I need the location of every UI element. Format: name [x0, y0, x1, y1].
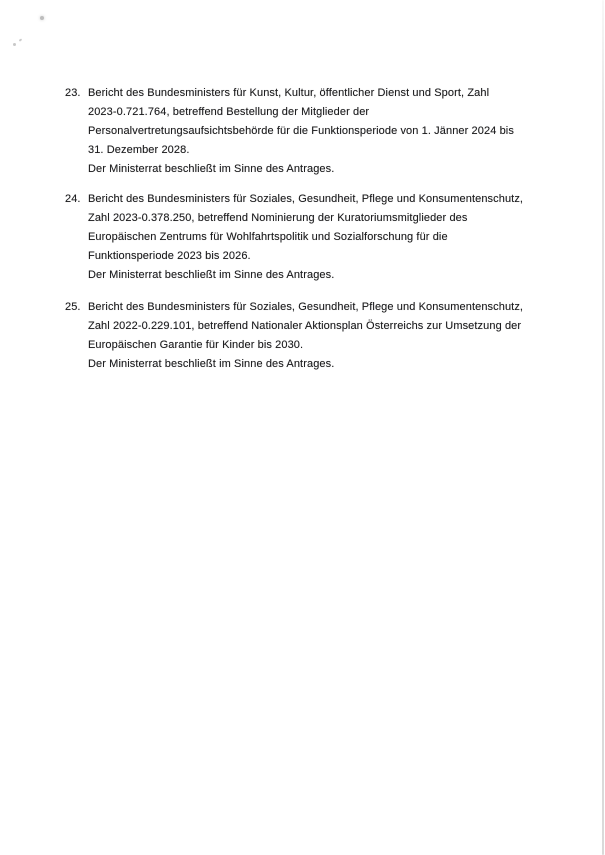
item-text-line: Personalvertretungsaufsichtsbehörde für die Funktionsperiode von 1. Jänner 2024 bis — [88, 125, 514, 137]
scan-edge-shadow — [602, 0, 604, 855]
item-text-line: Bericht des Bundesministers für Kunst, Kultur, öffentlicher Dienst und Sport, Zahl — [88, 87, 490, 99]
scan-speck — [13, 43, 16, 46]
item-number: 25. — [65, 301, 81, 313]
agenda-item-24 — [65, 190, 523, 285]
item-resolution: Der Ministerrat beschließt im Sinne des Antrages. — [88, 358, 335, 370]
scan-speck — [40, 16, 44, 20]
item-text-line: Europäischen Zentrums für Wohlfahrtspolitik und Sozialforschung für die — [88, 231, 448, 243]
item-text-line: Zahl 2022-0.229.101, betreffend Nationaler Aktionsplan Österreichs zur Umsetzung der — [88, 320, 522, 332]
item-body — [88, 84, 514, 179]
item-body — [88, 190, 523, 285]
item-text-line: Zahl 2023-0.378.250, betreffend Nominierung der Kuratoriumsmitglieder des — [88, 212, 468, 224]
scan-speck — [19, 38, 23, 41]
item-text-line: Bericht des Bundesministers für Soziales, Gesundheit, Pflege und Konsumentenschutz, — [88, 193, 524, 205]
item-resolution: Der Ministerrat beschließt im Sinne des Antrages. — [88, 163, 335, 175]
item-text-line: Funktionsperiode 2023 bis 2026. — [88, 250, 251, 262]
agenda-item-25 — [65, 298, 523, 374]
item-text-line: 31. Dezember 2028. — [88, 144, 190, 156]
item-text-line: Bericht des Bundesministers für Soziales, Gesundheit, Pflege und Konsumentenschutz, — [88, 301, 524, 313]
item-resolution: Der Ministerrat beschließt im Sinne des Antrages. — [88, 269, 335, 281]
item-body — [88, 298, 523, 374]
item-text-line: 2023-0.721.764, betreffend Bestellung der Mitglieder der — [88, 106, 370, 118]
item-text-line: Europäischen Garantie für Kinder bis 2030. — [88, 339, 304, 351]
agenda-item-23 — [65, 84, 514, 179]
item-number: 24. — [65, 193, 81, 205]
item-number: 23. — [65, 87, 81, 99]
